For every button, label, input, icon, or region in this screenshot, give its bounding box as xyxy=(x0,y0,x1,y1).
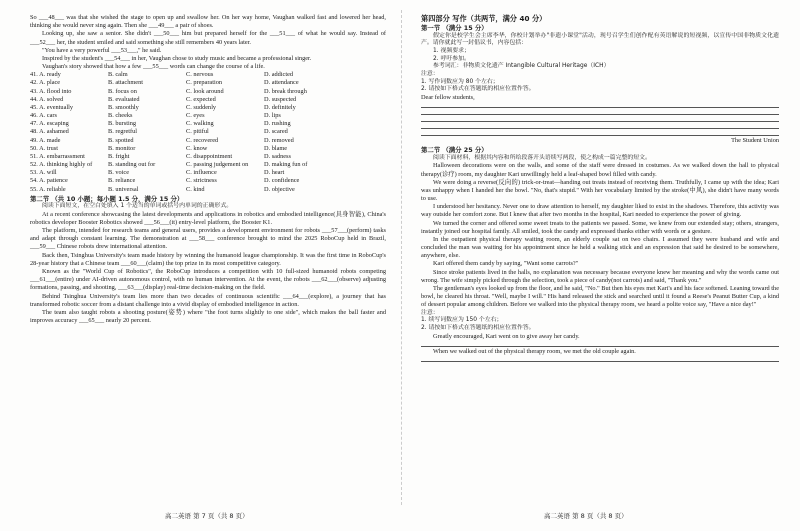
option-c: C. disappointment xyxy=(186,152,233,160)
option-d: D. suspected xyxy=(264,95,297,103)
option-c: C. nervous xyxy=(186,71,214,79)
option-a: 50. A. trust xyxy=(30,144,58,152)
option-row xyxy=(30,120,386,128)
option-d: D. sadness xyxy=(264,152,291,160)
option-a: 46. A. cars xyxy=(30,112,57,120)
writing-line xyxy=(421,109,779,115)
continuation-prompt: When we walked out of the physical therapy room, we met the old couple again. xyxy=(433,347,636,355)
option-b: B. monitor xyxy=(108,144,136,152)
option-c: C. suddenly xyxy=(186,103,217,111)
left-column xyxy=(30,14,386,325)
option-d: D. removed xyxy=(264,136,294,144)
option-a: 52. A. thinking highly of xyxy=(30,161,93,169)
option-d: D. rushing xyxy=(264,120,291,128)
task-point: 1. 视频要求； xyxy=(433,48,470,55)
option-c: C. look around xyxy=(186,87,224,95)
option-a: 54. A. patience xyxy=(30,177,68,185)
story-paragraph: In the outpatient physical therapy waiting room, an elderly couple sat on two chairs. I assumed they were husband and wife and concluded the man was waiting for his appointment since he held a walking stick and an expression that said he desired to be somewhere, anywhere, else. xyxy=(421,235,779,260)
option-row xyxy=(30,112,386,120)
option-row xyxy=(30,88,386,96)
story-paragraph: I understood her hesitancy. Never one to draw attention to herself, my daughter liked to exist in the shadows. Therefore, this activity was way outside her comfort zone. But I knew that after two months in the hospital, Kari needed to experience the power of giving. xyxy=(421,203,779,219)
option-c: C. preparation xyxy=(186,79,223,87)
option-c: C. kind xyxy=(186,185,205,193)
option-row xyxy=(30,177,386,185)
note-item: 1. 写作词数应为 80 个左右； xyxy=(421,78,499,85)
option-b: B. regretful xyxy=(108,128,138,136)
writing-line xyxy=(421,102,779,108)
grammar-paragraph: Behind Tsinghua University's team lies more than two decades of continuous scientific ___64___(explore), a journey that has transformed robotic soccer from a distant challenge into a vivid display of embodied intelligence in action. xyxy=(30,292,386,308)
option-d: D. heart xyxy=(264,169,285,177)
option-row xyxy=(30,137,386,145)
option-c: C. pitiful xyxy=(186,128,209,136)
reference-vocabulary: 参考词汇：非物质文化遗产 Intangible Cultural Heritage（ICH） xyxy=(433,63,610,70)
option-d: D. lips xyxy=(264,112,281,120)
note-label: 注意： xyxy=(421,309,439,316)
page-footer: 高二英语 第 8 页（共 8 页） xyxy=(544,512,628,520)
option-row xyxy=(30,186,386,194)
option-b: B. focus on xyxy=(108,87,137,95)
grammar-paragraph: The platform, intended for research teams and general users, provides a development environment for robots ___57___(perform) tasks and adapt through constant learning. The demonstration at ___58___ conference brought to mind the 2025 RoboCup held in Brazil, ___59___ Chinese robots drew international attention. xyxy=(30,227,386,251)
option-a: 45. A. eventually xyxy=(30,103,74,111)
option-a: 42. A. place xyxy=(30,79,61,87)
option-a: 43. A. flood into xyxy=(30,87,72,95)
note-item: 1. 续写词数应为 150 个左右； xyxy=(421,317,503,324)
option-a: 55. A. reliable xyxy=(30,185,66,193)
cloze-paragraph: "You have a very powerful ___53___," he said. xyxy=(42,46,162,54)
cloze-paragraph: So ___48___ was that she wished the stage to open up and swallow her. On her way home, Vaughan walked fast and lowered her head, thinking she would never sing again. Then she ___49___ a pair of shoes. xyxy=(30,14,386,30)
page-footer: 高二英语 第 7 页（共 8 页） xyxy=(165,512,249,520)
note-item: 2. 请按如下格式在答题纸的相应位置作答。 xyxy=(421,324,535,331)
option-d: D. objective xyxy=(264,185,295,193)
writing-line xyxy=(421,341,779,347)
part-heading: 第四部分 写作（共两节，满分 40 分） xyxy=(421,14,547,23)
option-b: B. reliance xyxy=(108,177,136,185)
option-row xyxy=(30,169,386,177)
option-b: B. spotted xyxy=(108,136,134,144)
option-c: C. recovered xyxy=(186,136,219,144)
option-d: D. confidence xyxy=(264,177,300,185)
grammar-paragraph: At a recent conference showcasing the latest developments and applications in robotics and embodied intelligence(具身智能), China's robotics developer Booster Robotics showed ___56___(it) entry-level platform, the Booster K1. xyxy=(30,210,386,226)
story-paragraph: Kari offered them candy by saying, "Want some carrots?" xyxy=(433,260,579,268)
right-column xyxy=(421,14,779,363)
story-paragraph: We were doing a reverse(反向的) trick-or-treat—handing out treats instead of receiving them. Truthfully, I came up with the idea; Kari was unhappy when I handed her the bowl. "No, that's stupid." With her vocabulary limited by the stroke(中风), she didn't have many words to use. xyxy=(421,178,779,203)
option-row xyxy=(30,145,386,153)
option-a: 49. A. made xyxy=(30,136,61,144)
option-row xyxy=(30,96,386,104)
note-label: 注意： xyxy=(421,71,439,78)
option-d: D. blame xyxy=(264,144,288,152)
option-c: C. know xyxy=(186,144,208,152)
option-b: B. voice xyxy=(108,169,129,177)
option-row xyxy=(30,153,386,161)
column-divider xyxy=(401,10,402,505)
option-b: B. attachment xyxy=(108,79,143,87)
writing-line xyxy=(421,356,779,362)
letter-signoff: The Student Union xyxy=(731,137,779,145)
task-description: 阅读下面材料，根据其内容和所给段落开头语续写两段，使之构成一篇完整的短文。 xyxy=(433,154,651,161)
option-b: B. universal xyxy=(108,185,139,193)
option-row xyxy=(30,128,386,136)
task-point: 2. 呼吁参加。 xyxy=(433,55,470,62)
option-b: B. evaluated xyxy=(108,95,140,103)
writing-line xyxy=(421,130,779,136)
task-description: 假定你是校学生会主席李华，你校计划举办"非遗小课堂"活动，现号召学生们创作配有英语解说的短视频，以宣传中国非物质文化遗产。请你就此写一封倡议书，内容包括： xyxy=(421,32,779,47)
option-d: D. making fun of xyxy=(264,161,308,169)
option-a: 51. A. embarrassment xyxy=(30,152,85,160)
option-row xyxy=(30,161,386,169)
option-c: C. strictness xyxy=(186,177,217,185)
option-a: 48. A. ashamed xyxy=(30,128,69,136)
option-b: B. standing out for xyxy=(108,161,156,169)
option-a: 44. A. solved xyxy=(30,95,64,103)
option-d: D. definitely xyxy=(264,103,296,111)
option-d: D. attendance xyxy=(264,79,299,87)
story-paragraph: Halloween decorations were on the walls, and some of the staff were dressed in costumes. As we walked down the hall to physical therapy(诊疗) room, my daughter Kari unwillingly held a leaf-shaped bowl filled with candy. xyxy=(421,162,779,178)
cloze-paragraph: Looking up, she saw a senior. She didn't ___50___ him but prepared herself for the ___51___ of what he would say. Instead of ___52___ her, the student smiled and said something she still remembers 40 years later. xyxy=(30,30,386,46)
letter-greeting: Dear fellow students, xyxy=(421,94,475,102)
cloze-paragraph: Vaughan's story showed that how a few ___55___ words can change the course of a life. xyxy=(42,63,265,71)
option-c: C. influence xyxy=(186,169,217,177)
grammar-paragraph: Back then, Tsinghua University's team made history by winning the humanoid league championship. It was the first time in RoboCup's 28-year history that a Chinese team ___60___(claim) the top prize in its most competitive category. xyxy=(30,251,386,267)
story-paragraph: Since stroke patients lived in the halls, no explanation was necessary because everyone knew her meaning and why the words came out wrong. The wife simply picked through the selection, took a piece of candy(not carrots) and said, "Thank you." xyxy=(421,268,779,284)
option-row xyxy=(30,71,386,79)
story-paragraph: We turned the corner and offered some sweet treats to the patients we passed. Some, we knew from our extended stay; others, strangers, instantly joined our hospital family. All smiled, took the candy and expressed thanks either with words or a gesture. xyxy=(421,219,779,235)
option-c: C. walking xyxy=(186,120,214,128)
option-a: 41. A. ready xyxy=(30,71,61,79)
option-c: C. eyes xyxy=(186,112,205,120)
option-b: B. smoothly xyxy=(108,103,139,111)
writing-line xyxy=(421,116,779,122)
option-d: D. scared xyxy=(264,128,288,136)
option-b: B. cheeks xyxy=(108,112,133,120)
grammar-paragraph: Known as the "World Cup of Robotics", the RoboCup introduces a competition with 10 full-sized humanoid robots competing ___61___(entire) under AI-driven autonomous control, with no human intervention. At the event, the robots ___62___(observe) adjusting formations, passing, and shooting, ___63___(display) real-time decision-making on the field. xyxy=(30,267,386,292)
continuation-prompt: Greatly encouraged, Kari went on to give away her candy. xyxy=(433,332,580,340)
section-heading: 第一节 （满分 15 分） xyxy=(421,24,488,33)
option-row xyxy=(30,79,386,87)
option-b: B. fright xyxy=(108,152,130,160)
option-a: 47. A. escaping xyxy=(30,120,69,128)
story-paragraph: The gentleman's eyes looked up from the floor, and he said, "No." But then his eyes met Kari's and his face softened. Leaning toward the bowl, he cleared his throat. "Well, maybe I will." His hand released the stick and searched until it found a Reese's Peanut Butter Cup, a kind of dessert popular among children. Before we walked into the physical therapy room, we heard a polite voice say, "Have a nice day!" xyxy=(421,284,779,309)
section-heading: 第二节 （共 10 小题；每小题 1.5 分，满分 15 分） xyxy=(30,194,184,203)
option-b: B. bursting xyxy=(108,120,136,128)
section-heading: 第二节 （满分 25 分） xyxy=(421,146,488,155)
option-a: 53. A. will xyxy=(30,169,57,177)
option-d: D. addicted xyxy=(264,71,294,79)
options-list xyxy=(30,71,386,194)
section-instruction: 阅读下面短文，在空白处填入 1 个适当的单词或括号内单词的正确形式。 xyxy=(42,203,233,210)
option-row xyxy=(30,104,386,112)
cloze-paragraph: Inspired by the student's ___54___ in her, Vaughan chose to study music and became a professional singer. xyxy=(42,54,312,62)
option-b: B. calm xyxy=(108,71,128,79)
writing-line xyxy=(421,123,779,129)
option-c: C. expected xyxy=(186,95,216,103)
option-c: C. passing judgement on xyxy=(186,161,249,169)
option-d: D. break through xyxy=(264,87,307,95)
grammar-paragraph: The team also taught robots a shooting posture(姿势) where "the foot turns slightly to one side", which makes the ball faster and improves accuracy ___65___ nearly 20 percent. xyxy=(30,308,386,325)
note-item: 2. 请按如下格式在答题纸的相应位置作答。 xyxy=(421,86,535,93)
